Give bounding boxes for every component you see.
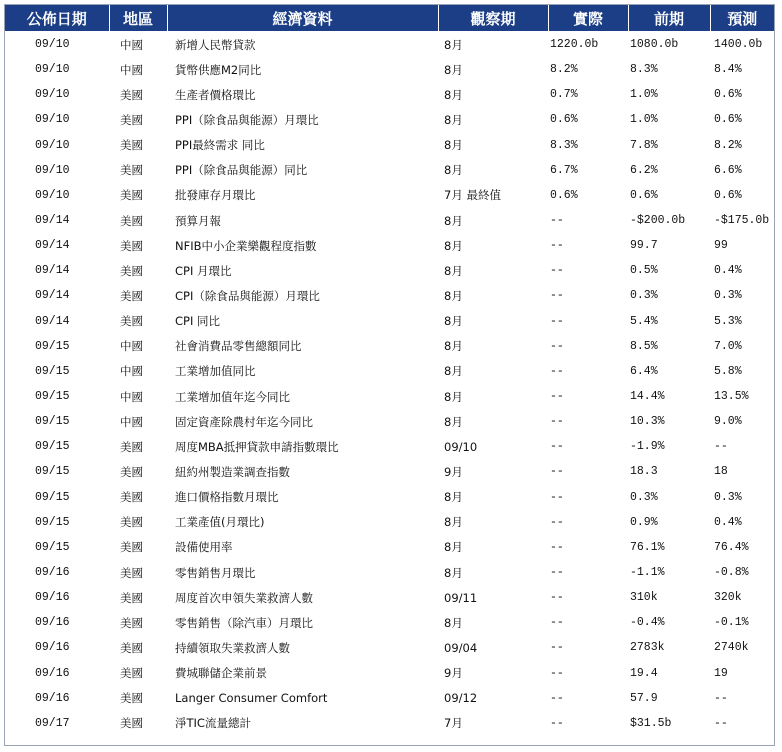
economic-data-cell: 設備使用率 — [175, 540, 233, 555]
release-date-cell: 09/10 — [35, 88, 70, 102]
table-row — [5, 535, 774, 560]
table-row — [5, 409, 774, 434]
release-date-cell: 09/17 — [35, 716, 70, 730]
forecast-value-cell: 0.6% — [714, 188, 742, 202]
table-row — [5, 133, 774, 158]
header-region: 地區 — [109, 5, 167, 32]
observation-period-cell: 8月 — [444, 615, 463, 630]
previous-value-cell: -$200.0b — [630, 214, 686, 228]
actual-value-cell: -- — [550, 691, 564, 705]
observation-period-cell: 8月 — [444, 138, 463, 153]
actual-value-cell: -- — [550, 465, 564, 479]
previous-value-cell: -1.1% — [630, 566, 665, 580]
economic-data-cell: 工業產值(月環比) — [175, 515, 265, 530]
previous-value-cell: 19.4 — [630, 666, 658, 680]
table-row — [5, 258, 774, 283]
previous-value-cell: 1080.0b — [630, 38, 679, 52]
release-date-cell: 09/10 — [35, 113, 70, 127]
release-date-cell: 09/10 — [35, 38, 70, 52]
header-release-date: 公佈日期 — [5, 5, 109, 32]
observation-period-cell: 8月 — [444, 515, 463, 530]
economic-data-cell: Langer Consumer Comfort — [175, 691, 328, 706]
forecast-value-cell: 18 — [714, 465, 728, 479]
region-cell: 美國 — [120, 691, 143, 706]
release-date-cell: 09/15 — [35, 540, 70, 554]
previous-value-cell: $31.5b — [630, 716, 672, 730]
observation-period-cell: 8月 — [444, 37, 463, 52]
region-cell: 美國 — [120, 666, 143, 681]
observation-period-cell: 8月 — [444, 213, 463, 228]
forecast-value-cell: 13.5% — [714, 390, 749, 404]
table-row — [5, 384, 774, 409]
region-cell: 中國 — [120, 414, 143, 429]
header-economic-data: 經濟資料 — [167, 5, 438, 32]
forecast-value-cell: 9.0% — [714, 415, 742, 429]
previous-value-cell: 1.0% — [630, 113, 658, 127]
release-date-cell: 09/16 — [35, 666, 70, 680]
forecast-value-cell: 6.6% — [714, 163, 742, 177]
observation-period-cell: 8月 — [444, 364, 463, 379]
region-cell: 美國 — [120, 590, 143, 605]
release-date-cell: 09/15 — [35, 490, 70, 504]
forecast-value-cell: 2740k — [714, 641, 749, 655]
forecast-value-cell: 0.3% — [714, 289, 742, 303]
table-row — [5, 585, 774, 610]
actual-value-cell: -- — [550, 641, 564, 655]
region-cell: 美國 — [120, 213, 143, 228]
forecast-value-cell: 0.6% — [714, 113, 742, 127]
observation-period-cell: 8月 — [444, 339, 463, 354]
observation-period-cell: 09/12 — [444, 691, 478, 706]
observation-period-cell: 09/10 — [444, 439, 478, 454]
economic-data-cell: PPI（除食品與能源）月環比 — [175, 112, 319, 127]
previous-value-cell: 76.1% — [630, 540, 665, 554]
region-cell: 美國 — [120, 188, 143, 203]
release-date-cell: 09/15 — [35, 415, 70, 429]
region-cell: 美國 — [120, 314, 143, 329]
economic-data-cell: PPI最終需求 同比 — [175, 138, 265, 153]
table-row — [5, 233, 774, 258]
actual-value-cell: 0.6% — [550, 188, 578, 202]
forecast-value-cell: 1400.0b — [714, 38, 763, 52]
header-forecast: 預測 — [710, 5, 774, 32]
previous-value-cell: 8.3% — [630, 63, 658, 77]
table-row — [5, 283, 774, 308]
table-row — [5, 459, 774, 484]
observation-period-cell: 09/11 — [444, 590, 478, 605]
economic-data-cell: 淨TIC流量總計 — [175, 716, 251, 731]
actual-value-cell: -- — [550, 214, 564, 228]
economic-calendar-table — [5, 5, 774, 736]
actual-value-cell: 0.7% — [550, 88, 578, 102]
table-row — [5, 711, 774, 736]
region-cell: 美國 — [120, 565, 143, 580]
previous-value-cell: 0.3% — [630, 289, 658, 303]
previous-value-cell: 1.0% — [630, 88, 658, 102]
forecast-value-cell: -0.8% — [714, 566, 749, 580]
actual-value-cell: -- — [550, 415, 564, 429]
release-date-cell: 09/10 — [35, 188, 70, 202]
observation-period-cell: 8月 — [444, 414, 463, 429]
actual-value-cell: -- — [550, 616, 564, 630]
release-date-cell: 09/15 — [35, 364, 70, 378]
previous-value-cell: 10.3% — [630, 415, 665, 429]
observation-period-cell: 8月 — [444, 490, 463, 505]
actual-value-cell: 8.2% — [550, 63, 578, 77]
header-previous: 前期 — [628, 5, 710, 32]
previous-value-cell: 5.4% — [630, 314, 658, 328]
table-row — [5, 82, 774, 107]
release-date-cell: 09/16 — [35, 641, 70, 655]
release-date-cell: 09/15 — [35, 440, 70, 454]
table-row — [5, 158, 774, 183]
table-row — [5, 57, 774, 82]
observation-period-cell: 8月 — [444, 263, 463, 278]
previous-value-cell: 8.5% — [630, 339, 658, 353]
forecast-value-cell: 0.4% — [714, 515, 742, 529]
table-header-row — [5, 5, 774, 32]
table-row — [5, 107, 774, 132]
table-row — [5, 32, 774, 58]
region-cell: 中國 — [120, 339, 143, 354]
actual-value-cell: -- — [550, 591, 564, 605]
economic-data-cell: 零售銷售（除汽車）月環比 — [175, 615, 313, 630]
table-row — [5, 434, 774, 459]
forecast-value-cell: 19 — [714, 666, 728, 680]
table-row — [5, 560, 774, 585]
region-cell: 中國 — [120, 364, 143, 379]
release-date-cell: 09/14 — [35, 264, 70, 278]
actual-value-cell: -- — [550, 264, 564, 278]
region-cell: 美國 — [120, 640, 143, 655]
economic-data-cell: 批發庫存月環比 — [175, 188, 256, 203]
economic-data-cell: 社會消費品零售總額同比 — [175, 339, 302, 354]
table-row — [5, 510, 774, 535]
forecast-value-cell: 8.2% — [714, 138, 742, 152]
forecast-value-cell: 0.4% — [714, 264, 742, 278]
release-date-cell: 09/16 — [35, 691, 70, 705]
region-cell: 美國 — [120, 238, 143, 253]
observation-period-cell: 8月 — [444, 314, 463, 329]
economic-data-cell: NFIB中小企業樂觀程度指數 — [175, 238, 317, 253]
region-cell: 美國 — [120, 263, 143, 278]
previous-value-cell: 2783k — [630, 641, 665, 655]
forecast-value-cell: 320k — [714, 591, 742, 605]
forecast-value-cell: -- — [714, 691, 728, 705]
actual-value-cell: -- — [550, 666, 564, 680]
observation-period-cell: 8月 — [444, 389, 463, 404]
forecast-value-cell: 7.0% — [714, 339, 742, 353]
economic-data-cell: 新增人民幣貸款 — [175, 37, 256, 52]
region-cell: 美國 — [120, 490, 143, 505]
observation-period-cell: 9月 — [444, 464, 463, 479]
forecast-value-cell: -$175.0b — [714, 214, 770, 228]
release-date-cell: 09/15 — [35, 515, 70, 529]
actual-value-cell: -- — [550, 289, 564, 303]
economic-data-cell: PPI（除食品與能源）同比 — [175, 163, 308, 178]
economic-data-cell: 貨幣供應M2同比 — [175, 62, 262, 77]
actual-value-cell: -- — [550, 339, 564, 353]
release-date-cell: 09/16 — [35, 616, 70, 630]
table-row — [5, 610, 774, 635]
economic-data-cell: 進口價格指數月環比 — [175, 490, 279, 505]
region-cell: 美國 — [120, 615, 143, 630]
economic-data-cell: 工業增加值同比 — [175, 364, 256, 379]
table-row — [5, 661, 774, 686]
observation-period-cell: 8月 — [444, 112, 463, 127]
previous-value-cell: 310k — [630, 591, 658, 605]
table-row — [5, 635, 774, 660]
economic-data-cell: CPI 同比 — [175, 314, 221, 329]
region-cell: 美國 — [120, 540, 143, 555]
previous-value-cell: 14.4% — [630, 390, 665, 404]
previous-value-cell: 0.6% — [630, 188, 658, 202]
actual-value-cell: 1220.0b — [550, 38, 599, 52]
release-date-cell: 09/10 — [35, 63, 70, 77]
region-cell: 美國 — [120, 439, 143, 454]
economic-data-cell: CPI 月環比 — [175, 263, 232, 278]
forecast-value-cell: 8.4% — [714, 63, 742, 77]
actual-value-cell: 6.7% — [550, 163, 578, 177]
region-cell: 中國 — [120, 62, 143, 77]
actual-value-cell: -- — [550, 490, 564, 504]
actual-value-cell: -- — [550, 540, 564, 554]
previous-value-cell: 0.9% — [630, 515, 658, 529]
table-row — [5, 208, 774, 233]
previous-value-cell: 7.8% — [630, 138, 658, 152]
observation-period-cell: 09/04 — [444, 640, 478, 655]
region-cell: 美國 — [120, 464, 143, 479]
actual-value-cell: -- — [550, 515, 564, 529]
economic-data-cell: 零售銷售月環比 — [175, 565, 256, 580]
region-cell: 中國 — [120, 37, 143, 52]
header-actual: 實際 — [548, 5, 628, 32]
forecast-value-cell: 99 — [714, 239, 728, 253]
economic-data-cell: CPI（除食品與能源）月環比 — [175, 288, 320, 303]
observation-period-cell: 8月 — [444, 87, 463, 102]
actual-value-cell: -- — [550, 364, 564, 378]
actual-value-cell: -- — [550, 314, 564, 328]
table-row — [5, 686, 774, 711]
header-observation-period: 觀察期 — [438, 5, 548, 32]
release-date-cell: 09/14 — [35, 214, 70, 228]
economic-calendar-table-frame — [4, 4, 775, 746]
economic-data-cell: 費城聯儲企業前景 — [175, 666, 267, 681]
region-cell: 美國 — [120, 138, 143, 153]
previous-value-cell: 57.9 — [630, 691, 658, 705]
forecast-value-cell: -0.1% — [714, 616, 749, 630]
forecast-value-cell: -- — [714, 440, 728, 454]
economic-data-cell: 周度首次申領失業救濟人數 — [175, 590, 313, 605]
previous-value-cell: -1.9% — [630, 440, 665, 454]
forecast-value-cell: 0.6% — [714, 88, 742, 102]
forecast-value-cell: 5.8% — [714, 364, 742, 378]
previous-value-cell: 0.3% — [630, 490, 658, 504]
economic-data-cell: 預算月報 — [175, 213, 221, 228]
observation-period-cell: 8月 — [444, 565, 463, 580]
release-date-cell: 09/16 — [35, 566, 70, 580]
release-date-cell: 09/15 — [35, 339, 70, 353]
economic-data-cell: 持續領取失業救濟人數 — [175, 640, 290, 655]
previous-value-cell: 6.4% — [630, 364, 658, 378]
release-date-cell: 09/16 — [35, 591, 70, 605]
forecast-value-cell: 0.3% — [714, 490, 742, 504]
release-date-cell: 09/15 — [35, 390, 70, 404]
table-row — [5, 309, 774, 334]
table-row — [5, 183, 774, 208]
actual-value-cell: -- — [550, 440, 564, 454]
release-date-cell: 09/15 — [35, 465, 70, 479]
actual-value-cell: -- — [550, 390, 564, 404]
region-cell: 美國 — [120, 112, 143, 127]
observation-period-cell: 8月 — [444, 62, 463, 77]
actual-value-cell: -- — [550, 566, 564, 580]
actual-value-cell: 8.3% — [550, 138, 578, 152]
release-date-cell: 09/10 — [35, 138, 70, 152]
economic-data-cell: 紐約州製造業調查指數 — [175, 464, 290, 479]
actual-value-cell: -- — [550, 716, 564, 730]
previous-value-cell: 0.5% — [630, 264, 658, 278]
forecast-value-cell: 5.3% — [714, 314, 742, 328]
release-date-cell: 09/14 — [35, 289, 70, 303]
observation-period-cell: 8月 — [444, 163, 463, 178]
previous-value-cell: 18.3 — [630, 465, 658, 479]
region-cell: 美國 — [120, 716, 143, 731]
table-row — [5, 359, 774, 384]
observation-period-cell: 8月 — [444, 288, 463, 303]
economic-data-cell: 周度MBA抵押貸款申請指數環比 — [175, 439, 339, 454]
previous-value-cell: 6.2% — [630, 163, 658, 177]
region-cell: 美國 — [120, 87, 143, 102]
observation-period-cell: 7月 — [444, 716, 463, 731]
economic-data-cell: 生產者價格環比 — [175, 87, 256, 102]
region-cell: 美國 — [120, 288, 143, 303]
release-date-cell: 09/14 — [35, 314, 70, 328]
observation-period-cell: 8月 — [444, 238, 463, 253]
release-date-cell: 09/10 — [35, 163, 70, 177]
release-date-cell: 09/14 — [35, 239, 70, 253]
forecast-value-cell: 76.4% — [714, 540, 749, 554]
region-cell: 美國 — [120, 163, 143, 178]
actual-value-cell: 0.6% — [550, 113, 578, 127]
table-row — [5, 334, 774, 359]
region-cell: 美國 — [120, 515, 143, 530]
table-row — [5, 485, 774, 510]
region-cell: 中國 — [120, 389, 143, 404]
forecast-value-cell: -- — [714, 716, 728, 730]
observation-period-cell: 7月 最終值 — [444, 188, 501, 203]
economic-data-cell: 工業增加值年迄今同比 — [175, 389, 290, 404]
actual-value-cell: -- — [550, 239, 564, 253]
previous-value-cell: 99.7 — [630, 239, 658, 253]
previous-value-cell: -0.4% — [630, 616, 665, 630]
economic-data-cell: 固定資產除農村年迄今同比 — [175, 414, 313, 429]
observation-period-cell: 8月 — [444, 540, 463, 555]
observation-period-cell: 9月 — [444, 666, 463, 681]
